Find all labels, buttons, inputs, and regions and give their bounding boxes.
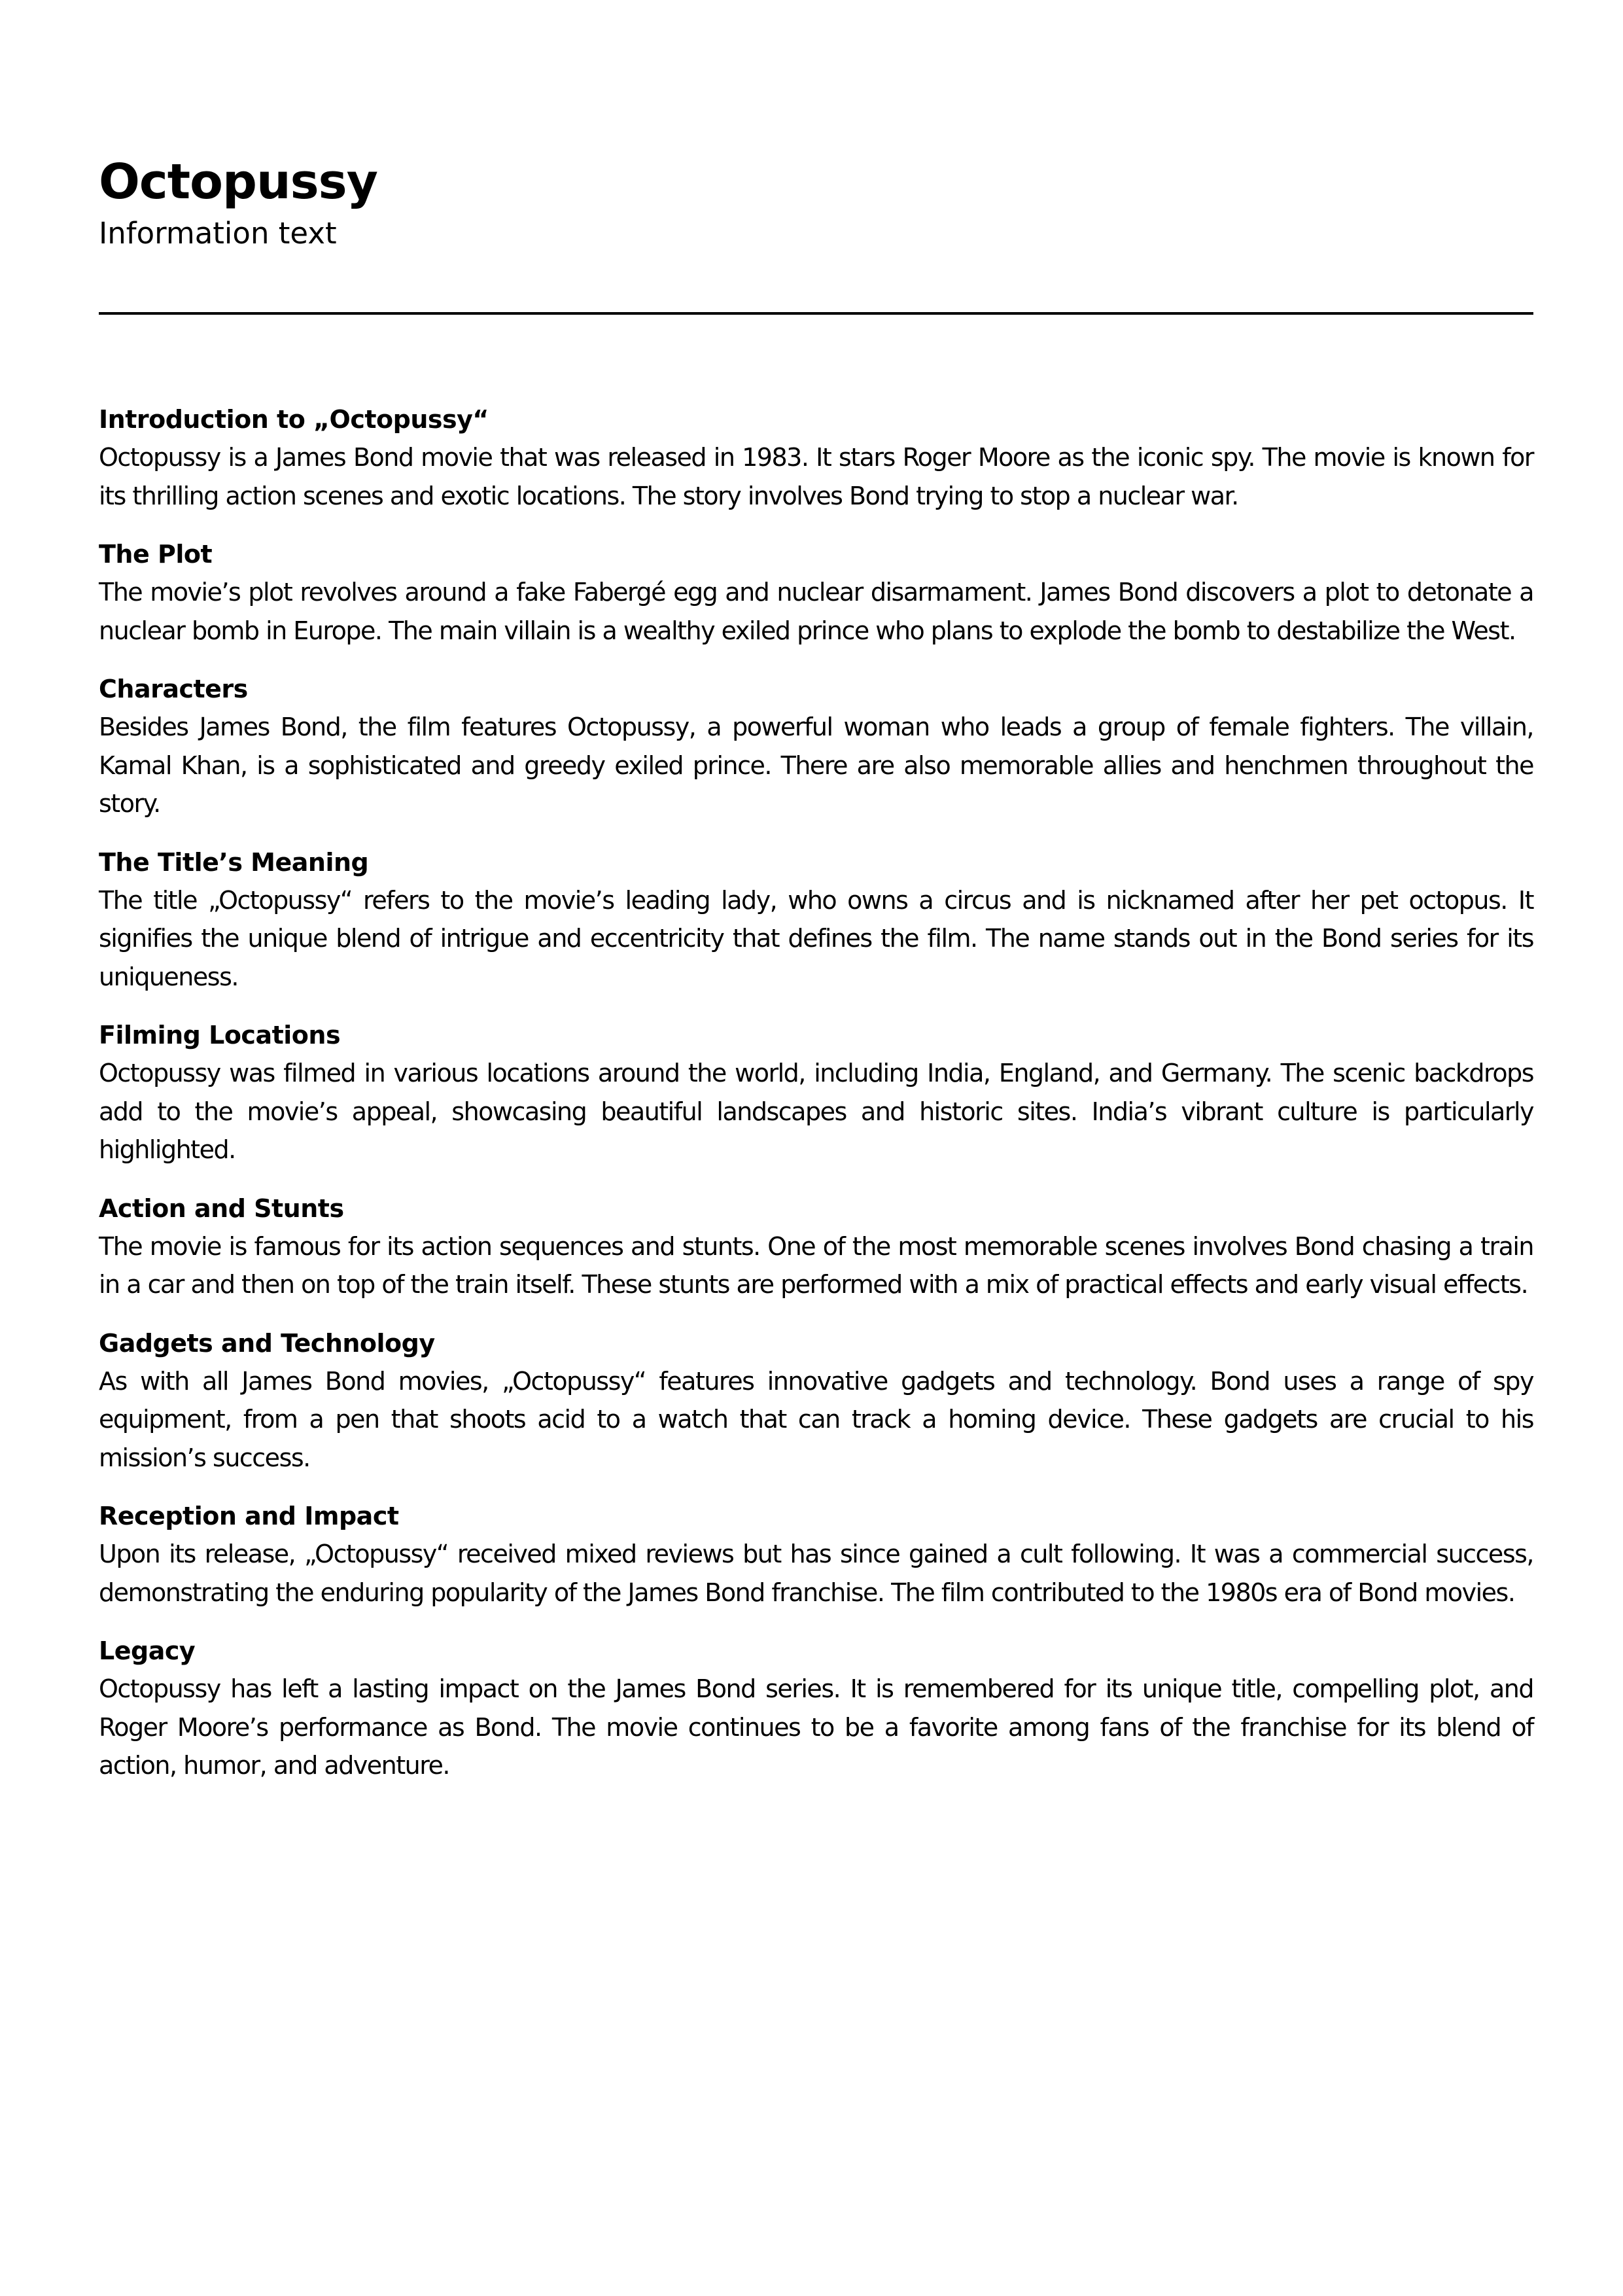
section-title-meaning bbox=[99, 843, 1533, 997]
section-body: Octopussy has left a lasting impact on the James Bond series. It is remembered for its unique title, compelling plot, and Roger Moore’s performance as Bond. The movie continues to be a favorite among fans of the franchise for its blend of action, humor, and adventure. bbox=[99, 1674, 1533, 1780]
section-reception bbox=[99, 1497, 1533, 1612]
title-divider bbox=[99, 312, 1533, 315]
section-heading: The Title’s Meaning bbox=[99, 847, 369, 877]
section-characters bbox=[99, 670, 1533, 823]
section-body: Besides James Bond, the film features Octopussy, a powerful woman who leads a group of female fighters. The villain, Kamal Khan, is a sophisticated and greedy exiled prince. There are also memorable allies and henchmen throughout the story. bbox=[99, 713, 1533, 818]
section-introduction bbox=[99, 400, 1533, 515]
document-title: Octopussy bbox=[99, 154, 377, 210]
section-gadgets bbox=[99, 1324, 1533, 1477]
section-body: The title „Octopussy“ refers to the movie’s leading lady, who owns a circus and is nicknamed after her pet octopus. It signifies the unique blend of intrigue and eccentricity that defines the film. The name stands out in the Bond series for its uniqueness. bbox=[99, 885, 1533, 991]
section-heading: The Plot bbox=[99, 540, 213, 569]
section-heading: Reception and Impact bbox=[99, 1502, 399, 1530]
section-body: Octopussy was filmed in various locations around the world, including India, England, and Germany. The scenic backdrops add to the movie’s appeal, showcasing beautiful landscapes and historic sites. India’s vibrant culture is particularly highlighted. bbox=[99, 1059, 1533, 1164]
section-heading: Action and Stunts bbox=[99, 1193, 344, 1223]
section-legacy bbox=[99, 1632, 1533, 1785]
section-filming-locations bbox=[99, 1016, 1533, 1169]
section-plot bbox=[99, 535, 1533, 650]
section-body: The movie’s plot revolves around a fake Fabergé egg and nuclear disarmament. James Bond discovers a plot to detonate a nuclear bomb in Europe. The main villain is a wealthy exiled prince who plans to explode the bomb to destabilize the West. bbox=[99, 578, 1533, 645]
section-heading: Characters bbox=[99, 675, 248, 703]
section-body: Octopussy is a James Bond movie that was released in 1983. It stars Roger Moore as the iconic spy. The movie is known for its thrilling action scenes and exotic locations. The story involves Bond trying to stop a nuclear war. bbox=[99, 443, 1533, 510]
section-heading: Filming Locations bbox=[99, 1021, 341, 1050]
section-body: The movie is famous for its action sequences and stunts. One of the most memorable scenes involves Bond chasing a train in a car and then on top of the train itself. These stunts are performed with a mix of practical effects and early visual effects. bbox=[99, 1231, 1533, 1299]
section-heading: Gadgets and Technology bbox=[99, 1328, 435, 1358]
section-body: Upon its release, „Octopussy“ received mixed reviews but has since gained a cult following. It was a commercial success, demonstrating the enduring popularity of the James Bond franchise. The film contributed to the 1980s era of Bond movies. bbox=[99, 1540, 1533, 1607]
section-heading: Legacy bbox=[99, 1636, 196, 1665]
section-body: As with all James Bond movies, „Octopussy“ features innovative gadgets and technology. Bond uses a range of spy equipment, from a pen that shoots acid to a watch that can track a homing device. These gadgets are crucial to his mission’s success. bbox=[99, 1366, 1533, 1472]
document-subtitle: Information text bbox=[99, 216, 337, 251]
section-action-stunts bbox=[99, 1190, 1533, 1304]
section-heading: Introduction to „Octopussy“ bbox=[99, 405, 489, 434]
document-content bbox=[99, 400, 1533, 1805]
